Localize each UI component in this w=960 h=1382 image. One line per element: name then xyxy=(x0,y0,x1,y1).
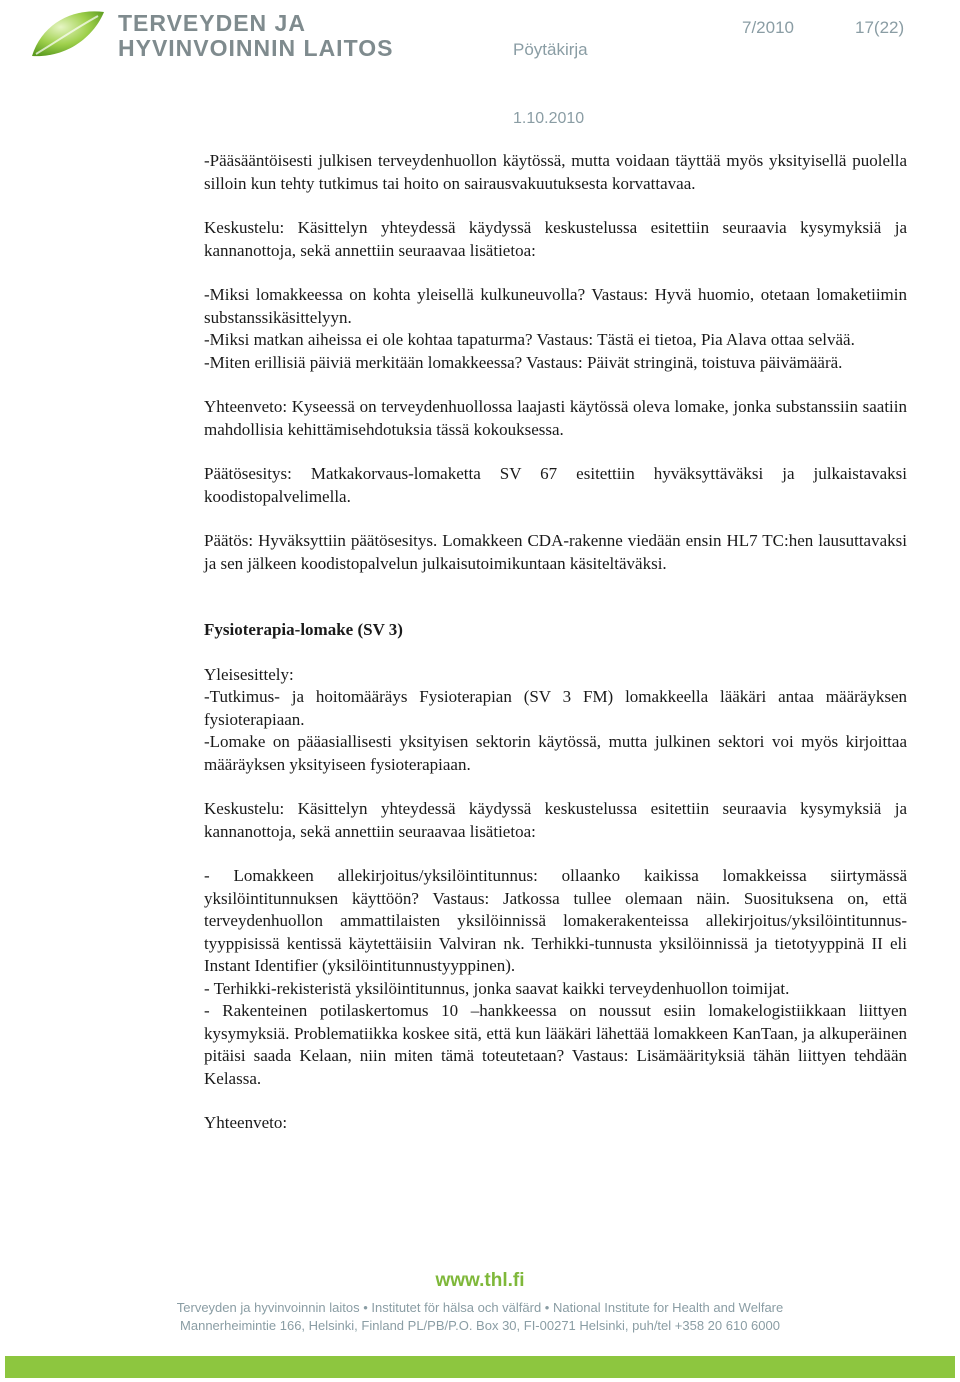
paragraph: Yhteenveto: Kyseessä on terveydenhuollossa laajasti käytössä oleva lomake, jonka substanssiin saatiin mahdollisia kehittämisehdotuksia tässä kokouksessa. xyxy=(204,397,907,439)
footer-bar xyxy=(5,1356,955,1378)
paragraph: Yleisesittely: xyxy=(204,664,294,684)
paragraph: -Miksi matkan aiheissa ei ole kohtaa tapaturma? Vastaus: Tästä ei tietoa, Pia Alava ottaa selvää. xyxy=(204,330,855,349)
paragraph: Päätös: Hyväksyttiin päätösesitys. Lomakkeen CDA-rakenne viedään ensin HL7 TC:hen lausuttavaksi ja sen jälkeen koodistopalvelun julkaisutoimikuntaan käsiteltäväksi. xyxy=(204,531,907,573)
logo-text-line1: TERVEYDEN JA xyxy=(118,10,306,36)
footer-url: www.thl.fi xyxy=(435,1270,525,1291)
thl-leaf-logo-icon xyxy=(28,6,108,64)
paragraph: -Tutkimus- ja hoitomääräys Fysioterapian (SV 3 FM) lomakkeella lääkäri antaa määräyksen fysioterapiaan. xyxy=(204,687,907,729)
document-body xyxy=(204,150,907,1135)
paragraph: Keskustelu: Käsittelyn yhteydessä käydyssä keskustelussa esitettiin seuraavia kysymyksiä ja kannanottoja, sekä annettiin seuraavaa lisätietoa: xyxy=(204,799,907,841)
footer-address: Mannerheimintie 166, Helsinki, Finland PL/PB/P.O. Box 30, FI-00271 Helsinki, puh/tel +358 20 610 6000 xyxy=(180,1318,780,1333)
footer-institution: Terveyden ja hyvinvoinnin laitos • Institutet för hälsa och välfärd • National Institute for Health and Welfare xyxy=(176,1300,784,1315)
document-title: Pöytäkirja xyxy=(513,40,588,59)
paragraph: Yhteenveto: xyxy=(204,1113,288,1132)
paragraph: -Lomake on pääasiallisesti yksityisen sektorin käytössä, mutta julkinen sektori voi myös kirjoittaa määräyksen yksityiseen fysioterapiaan. xyxy=(204,732,907,774)
paragraph: -Pääsääntöisesti julkisen terveydenhuollon käytössä, mutta voidaan täyttää myös yksityisellä puolella silloin kun tehty tutkimus tai hoito on sairausvakuutuksesta korvattavaa. xyxy=(204,151,907,193)
paragraph: Päätösesitys: Matkakorvaus-lomaketta SV 67 esitettiin hyväksyttäväksi ja julkaistavaksi koodistopalvelimella. xyxy=(204,464,907,506)
paragraph: -Miksi lomakkeessa on kohta yleisellä kulkuneuvolla? Vastaus: Hyvä huomio, otetaan lomaketiimin substanssikäsittelyyn. xyxy=(204,285,907,327)
document-date: 1.10.2010 xyxy=(513,110,585,127)
paragraph: - Terhikki-rekisteristä yksilöintitunnus, jonka saavat kaikki terveydenhuollon toimijat. xyxy=(204,978,790,998)
logo-text-line2: HYVINVOINNIN LAITOS xyxy=(118,35,394,61)
page-number: 17(22) xyxy=(855,18,905,37)
paragraph: -Miten erillisiä päiviä merkitään lomakkeessa? Vastaus: Päivät stringinä, toistuva päivämäärä. xyxy=(204,352,843,372)
section-heading: Fysioterapia-lomake (SV 3) xyxy=(204,620,403,639)
document-version: 7/2010 xyxy=(742,18,794,37)
page-header xyxy=(0,0,960,140)
paragraph: - Rakenteinen potilaskertomus 10 –hankkeessa on noussut esiin lomakelogistiikkaan liittyen kysymyksiä. Problematiikka koskee sitä, että kun lääkäri lähettää lomakkeen KanTaan, ja alkuperäinen pitäisi saada Kelaan, niin miten tämä toteutetaan? Vastaus: Lisämäärityksiä tähän liittyen tehdään Kelassa. xyxy=(204,1001,907,1088)
paragraph: Keskustelu: Käsittelyn yhteydessä käydyssä keskustelussa esitettiin seuraavia kysymyksiä ja kannanottoja, sekä annettiin seuraavaa lisätietoa: xyxy=(204,218,907,260)
paragraph: - Lomakkeen allekirjoitus/yksilöintitunnus: ollaanko kaikissa lomakkeissa siirtymässä yksilöintitunnuksen käyttöön? Vastaus: Jatkossa tullee olemaan näin. Suosituksena on, että terveydenhuollon ammattilaisten yksilöinnissä lomakerakenteissa allekirjoitus/yksilöintitunnus-tyyppisissä kentissä käytettäisiin Valviran nk. Terhikki-tunnusta yksilöinnissä ja tietotyyppinä II eli Instant Identifier (yksilöintitunnustyyppinen). xyxy=(204,866,907,975)
